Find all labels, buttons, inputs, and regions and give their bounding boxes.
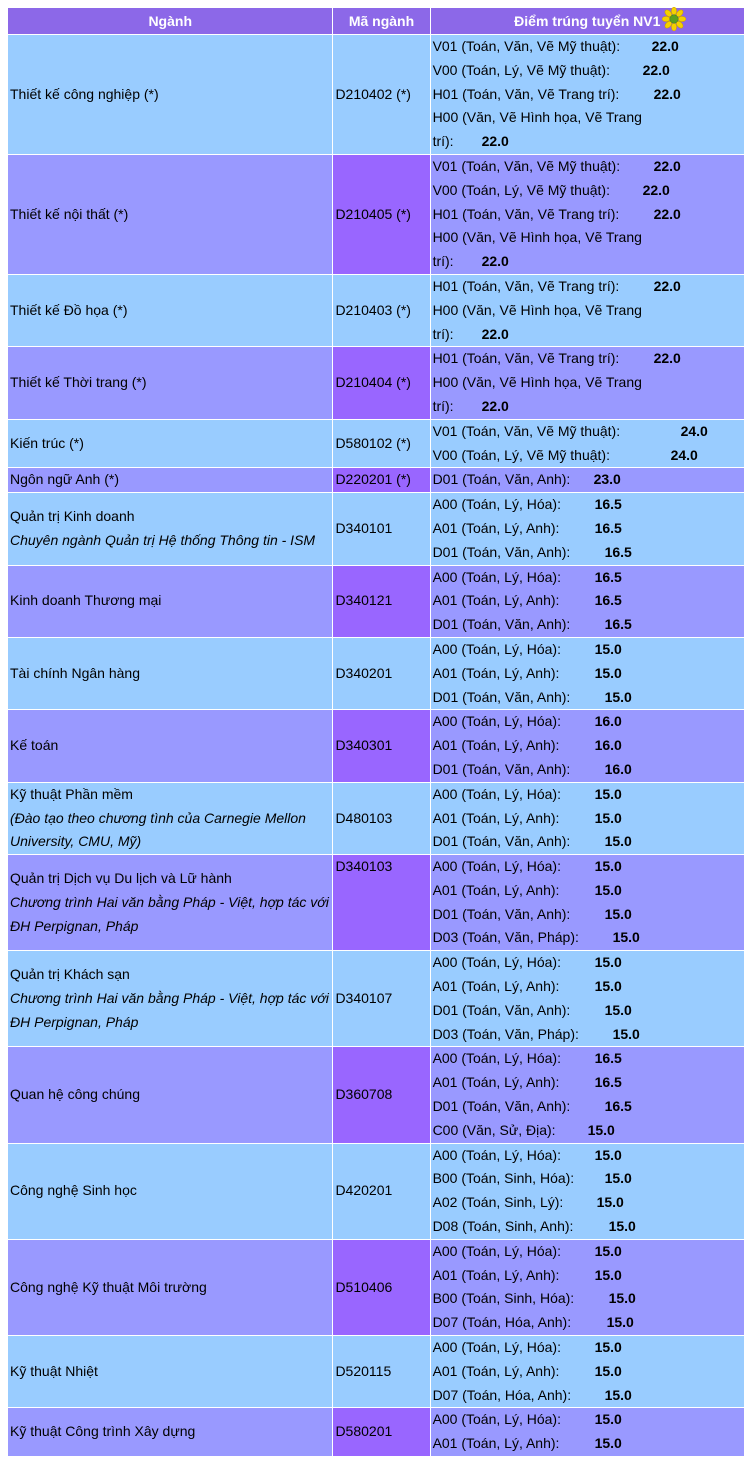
subject-group: A01 (Toán, Lý, Anh):	[432, 519, 560, 536]
cutoff-score: 24.0	[670, 446, 698, 463]
subject-group: A01 (Toán, Lý, Anh):	[432, 1074, 560, 1091]
cutoff-score: 15.0	[594, 664, 622, 681]
subject-group-line	[433, 1432, 744, 1456]
cutoff-score: 15.0	[608, 1290, 636, 1307]
subject-group: V00 (Toán, Lý, Vẽ Mỹ thuật):	[432, 181, 610, 198]
major-name: Quan hệ công chúng	[10, 1086, 140, 1103]
header-score-label: Điểm trúng tuyển NV1	[514, 13, 661, 29]
major-code: D480103	[333, 783, 429, 854]
subject-group-line	[433, 179, 744, 203]
cutoff-score: 16.5	[604, 1098, 632, 1115]
major-name: Thiết kế Đồ họa (*)	[10, 301, 128, 318]
subject-group-line	[433, 926, 744, 950]
major-code: D210404 (*)	[333, 347, 429, 418]
cutoff-score: 22.0	[481, 133, 509, 150]
subject-group-line	[433, 347, 744, 371]
subject-group-line	[433, 323, 744, 347]
subject-group-line	[433, 758, 744, 782]
header-major: Ngành	[8, 8, 332, 34]
subject-group-line	[433, 999, 744, 1023]
major-name: Kiến trúc (*)	[10, 434, 84, 451]
subject-group: A01 (Toán, Lý, Anh):	[432, 1266, 560, 1283]
score-cell	[431, 855, 744, 950]
major-cell	[8, 275, 332, 346]
major-code: D220201 (*)	[333, 468, 429, 492]
subject-group: D01 (Toán, Văn, Anh):	[432, 688, 571, 705]
subject-group-line	[433, 589, 744, 613]
cutoff-score: 16.5	[594, 568, 622, 585]
cutoff-score: 15.0	[594, 640, 622, 657]
cutoff-score: 22.0	[653, 157, 681, 174]
major-code: D580201	[333, 1408, 429, 1456]
major-cell	[8, 951, 332, 1046]
cutoff-score: 22.0	[481, 253, 509, 270]
subject-group-line	[433, 517, 744, 541]
subject-group: H01 (Toán, Văn, Vẽ Trang trí):	[432, 85, 620, 102]
major-name: Kỹ thuật Nhiệt	[10, 1362, 98, 1379]
table-row	[8, 1047, 744, 1142]
table-row	[8, 951, 744, 1046]
major-cell	[8, 1144, 332, 1239]
cutoff-score: 24.0	[680, 422, 708, 439]
major-cell	[8, 1336, 332, 1407]
subject-group: D01 (Toán, Văn, Anh):	[432, 616, 571, 633]
major-name: Tài chính Ngân hàng	[10, 664, 140, 681]
cutoff-score: 22.0	[653, 277, 681, 294]
subject-group: A00 (Toán, Lý, Hóa):	[432, 1339, 561, 1356]
subject-group: D01 (Toán, Văn, Anh):	[432, 833, 571, 850]
subject-group-line	[433, 807, 744, 831]
subject-group: trí):	[432, 397, 454, 414]
subject-group-line	[433, 638, 744, 662]
major-code: D340107	[333, 951, 429, 1046]
cutoff-score: 22.0	[653, 350, 681, 367]
cutoff-score: 15.0	[587, 1121, 615, 1138]
table-row	[8, 710, 744, 781]
major-code: D420201	[333, 1144, 429, 1239]
major-cell	[8, 638, 332, 709]
major-subtitle: Chuyên ngành Quản trị Hệ thống Thông tin - ISM	[10, 531, 316, 548]
table-row	[8, 638, 744, 709]
subject-group: D08 (Toán, Sinh, Anh):	[432, 1218, 574, 1235]
cutoff-score: 22.0	[651, 38, 679, 54]
subject-group: H01 (Toán, Văn, Vẽ Trang trí):	[432, 350, 620, 367]
major-cell	[8, 855, 332, 950]
cutoff-score: 15.0	[594, 785, 622, 802]
subject-group-line	[433, 1144, 744, 1168]
subject-group: A00 (Toán, Lý, Hóa):	[432, 713, 561, 730]
subject-group: D01 (Toán, Văn, Anh):	[432, 1001, 571, 1018]
cutoff-score: 22.0	[642, 61, 670, 78]
score-cell	[431, 1240, 744, 1335]
subject-group-line	[433, 855, 744, 879]
major-cell	[8, 1047, 332, 1142]
cutoff-score: 16.5	[594, 592, 622, 609]
score-cell	[431, 420, 744, 468]
table-row	[8, 493, 744, 564]
subject-group-line	[433, 1360, 744, 1384]
major-code: D360708	[333, 1047, 429, 1142]
score-cell	[431, 710, 744, 781]
subject-group: A00 (Toán, Lý, Hóa):	[432, 568, 561, 585]
major-name: Quản trị Khách sạn	[10, 966, 130, 983]
cutoff-score: 15.0	[596, 1194, 624, 1211]
table-row	[8, 1408, 744, 1456]
subject-group-line	[433, 1191, 744, 1215]
subject-group: A00 (Toán, Lý, Hóa):	[432, 954, 561, 971]
subject-group: D01 (Toán, Văn, Anh):	[432, 760, 571, 777]
cutoff-score: 15.0	[594, 954, 622, 971]
score-cell	[431, 1336, 744, 1407]
table-row	[8, 468, 744, 492]
cutoff-score: 15.0	[594, 1266, 622, 1283]
subject-group: B00 (Toán, Sinh, Hóa):	[432, 1290, 575, 1307]
major-cell	[8, 35, 332, 154]
cutoff-score: 15.0	[594, 1146, 622, 1163]
cutoff-score: 15.0	[606, 1314, 634, 1331]
table-row	[8, 155, 744, 274]
table-row	[8, 1144, 744, 1239]
score-cell	[431, 1408, 744, 1456]
table-row	[8, 783, 744, 854]
subject-group: trí):	[432, 253, 454, 270]
subject-group: A01 (Toán, Lý, Anh):	[432, 978, 560, 995]
score-cell	[431, 347, 744, 418]
subject-group-line	[433, 35, 744, 59]
subject-group-line	[433, 1215, 744, 1239]
header-score	[431, 8, 744, 34]
subject-group-line	[433, 1023, 744, 1047]
major-name: Công nghệ Sinh học	[10, 1182, 137, 1199]
subject-group: V01 (Toán, Văn, Vẽ Mỹ thuật):	[432, 422, 621, 439]
cutoff-score: 16.5	[604, 616, 632, 633]
major-name: Thiết kế công nghiệp (*)	[10, 85, 159, 102]
subject-group-line	[433, 1264, 744, 1288]
subject-group: H00 (Văn, Vẽ Hình họa, Vẽ Trang	[432, 374, 642, 391]
major-subtitle: Chương trình Hai văn bằng Pháp - Việt, hợp tác với	[10, 893, 329, 910]
cutoff-score: 16.0	[594, 713, 622, 730]
major-code: D510406	[333, 1240, 429, 1335]
subject-group: A01 (Toán, Lý, Anh):	[432, 664, 560, 681]
major-subtitle: University, CMU, Mỹ)	[10, 833, 142, 850]
score-cell	[431, 35, 744, 154]
subject-group: A00 (Toán, Lý, Hóa):	[432, 1146, 561, 1163]
cutoff-score: 15.0	[594, 809, 622, 826]
cutoff-score: 22.0	[653, 205, 681, 222]
major-cell	[8, 493, 332, 564]
cutoff-score: 16.5	[594, 1050, 622, 1067]
subject-group: A01 (Toán, Lý, Anh):	[432, 809, 560, 826]
subject-group: V01 (Toán, Văn, Vẽ Mỹ thuật):	[432, 38, 621, 54]
subject-group-line	[433, 59, 744, 83]
table-row	[8, 855, 744, 950]
subject-group-line	[433, 541, 744, 565]
cutoff-score: 15.0	[604, 688, 632, 705]
major-subtitle: (Đào tạo theo chương tình của Carnegie Mellon	[10, 809, 306, 826]
subject-group: A01 (Toán, Lý, Anh):	[432, 881, 560, 898]
major-subtitle: Chương trình Hai văn bằng Pháp - Việt, hợp tác với	[10, 989, 329, 1006]
subject-group: H01 (Toán, Văn, Vẽ Trang trí):	[432, 205, 620, 222]
major-name: Kinh doanh Thương mại	[10, 592, 162, 609]
cutoff-score: 16.5	[604, 543, 632, 560]
major-code: D520115	[333, 1336, 429, 1407]
score-cell	[431, 951, 744, 1046]
subject-group: A00 (Toán, Lý, Hóa):	[432, 496, 561, 513]
major-name: Kế toán	[10, 737, 59, 754]
table-row	[8, 275, 744, 346]
score-cell	[431, 155, 744, 274]
major-name: Kỹ thuật Phần mềm	[10, 785, 133, 802]
subject-group-line	[433, 1336, 744, 1360]
subject-group-line	[433, 734, 744, 758]
table-row	[8, 347, 744, 418]
subject-group: A00 (Toán, Lý, Hóa):	[432, 640, 561, 657]
major-name: Quản trị Dịch vụ Du lịch và Lữ hành	[10, 869, 232, 886]
major-cell	[8, 783, 332, 854]
subject-group: A01 (Toán, Lý, Anh):	[432, 592, 560, 609]
subject-group-line	[433, 1119, 744, 1143]
major-name: Công nghệ Kỹ thuật Môi trường	[10, 1278, 207, 1295]
subject-group-line	[433, 203, 744, 227]
score-cell	[431, 1144, 744, 1239]
major-code: D340101	[333, 493, 429, 564]
major-name: Quản trị Kinh doanh	[10, 508, 135, 525]
cutoff-score: 15.0	[594, 1242, 622, 1259]
cutoff-score: 22.0	[481, 397, 509, 414]
admission-scores-table	[7, 7, 745, 1457]
subject-group-line	[433, 444, 744, 468]
subject-group-line	[433, 903, 744, 927]
cutoff-score: 22.0	[642, 181, 670, 198]
major-cell	[8, 468, 332, 492]
cutoff-score: 22.0	[653, 85, 681, 102]
major-cell	[8, 347, 332, 418]
major-name: Thiết kế nội thất (*)	[10, 205, 129, 222]
subject-group: A02 (Toán, Sinh, Lý):	[432, 1194, 564, 1211]
score-cell	[431, 783, 744, 854]
score-cell	[431, 638, 744, 709]
subject-group-line	[433, 830, 744, 854]
major-code: D210402 (*)	[333, 35, 429, 154]
subject-group: D01 (Toán, Văn, Anh):	[432, 543, 571, 560]
major-subtitle: ĐH Perpignan, Pháp	[10, 1013, 139, 1030]
subject-group: V00 (Toán, Lý, Vẽ Mỹ thuật):	[432, 61, 610, 78]
subject-group: B00 (Toán, Sinh, Hóa):	[432, 1170, 575, 1187]
subject-group-line	[433, 493, 744, 517]
subject-group: D01 (Toán, Văn, Anh):	[432, 1098, 571, 1115]
cutoff-score: 16.0	[594, 737, 622, 754]
header-row	[8, 8, 744, 34]
cutoff-score: 15.0	[594, 858, 622, 875]
cutoff-score: 15.0	[612, 1025, 640, 1042]
subject-group-line	[433, 130, 744, 154]
score-cell	[431, 493, 744, 564]
cutoff-score: 15.0	[594, 1339, 622, 1356]
subject-group-line	[433, 975, 744, 999]
subject-group: C00 (Văn, Sử, Địa):	[432, 1121, 556, 1138]
subject-group: D03 (Toán, Văn, Pháp):	[432, 929, 579, 946]
subject-group-line	[433, 566, 744, 590]
subject-group-line	[433, 879, 744, 903]
major-code: D340201	[333, 638, 429, 709]
major-name: Kỹ thuật Công trình Xây dựng	[10, 1423, 196, 1440]
cutoff-score: 16.0	[604, 760, 632, 777]
subject-group: trí):	[432, 325, 454, 342]
major-cell	[8, 710, 332, 781]
subject-group-line	[433, 83, 744, 107]
score-cell	[431, 468, 744, 492]
major-cell	[8, 420, 332, 468]
score-cell	[431, 275, 744, 346]
subject-group-line	[433, 250, 744, 274]
subject-group-line	[433, 613, 744, 637]
major-name: Thiết kế Thời trang (*)	[10, 374, 147, 391]
subject-group-line	[433, 155, 744, 179]
score-cell	[431, 566, 744, 637]
cutoff-score: 16.5	[594, 1074, 622, 1091]
subject-group-line	[433, 783, 744, 807]
sunflower-icon	[662, 7, 686, 31]
cutoff-score: 15.0	[608, 1218, 636, 1235]
subject-group-line	[433, 1095, 744, 1119]
cutoff-score: 23.0	[593, 471, 621, 488]
cutoff-score: 15.0	[604, 1170, 632, 1187]
cutoff-score: 15.0	[604, 833, 632, 850]
cutoff-score: 15.0	[594, 881, 622, 898]
subject-group: V00 (Toán, Lý, Vẽ Mỹ thuật):	[432, 446, 610, 463]
subject-group-line	[433, 710, 744, 734]
score-cell	[431, 1047, 744, 1142]
subject-group-line	[433, 1047, 744, 1071]
subject-group-line	[433, 275, 744, 299]
major-cell	[8, 155, 332, 274]
subject-group: D03 (Toán, Văn, Pháp):	[432, 1025, 579, 1042]
major-code: D340103	[333, 855, 429, 950]
header-code: Mã ngành	[333, 8, 429, 34]
subject-group: A00 (Toán, Lý, Hóa):	[432, 785, 561, 802]
subject-group-line	[433, 1384, 744, 1408]
subject-group: D07 (Toán, Hóa, Anh):	[432, 1386, 572, 1403]
subject-group: A01 (Toán, Lý, Anh):	[432, 1362, 560, 1379]
major-cell	[8, 1408, 332, 1456]
subject-group: D01 (Toán, Văn, Anh):	[432, 471, 571, 488]
major-code: D340121	[333, 566, 429, 637]
cutoff-score: 15.0	[594, 1362, 622, 1379]
subject-group: A00 (Toán, Lý, Hóa):	[432, 858, 561, 875]
subject-group-line	[433, 1167, 744, 1191]
subject-group-line	[433, 395, 744, 419]
subject-group-line	[433, 420, 744, 444]
subject-group-line	[433, 951, 744, 975]
cutoff-score: 15.0	[604, 1001, 632, 1018]
subject-group-line	[433, 1408, 744, 1432]
major-name: Ngôn ngữ Anh (*)	[10, 471, 119, 488]
major-subtitle: ĐH Perpignan, Pháp	[10, 917, 139, 934]
table-row	[8, 35, 744, 154]
cutoff-score: 15.0	[604, 1386, 632, 1403]
cutoff-score: 22.0	[481, 325, 509, 342]
subject-group: A00 (Toán, Lý, Hóa):	[432, 1050, 561, 1067]
major-cell	[8, 566, 332, 637]
major-code: D210405 (*)	[333, 155, 429, 274]
subject-group: A01 (Toán, Lý, Anh):	[432, 1435, 560, 1452]
table-row	[8, 1240, 744, 1335]
table-row	[8, 420, 744, 468]
subject-group: H00 (Văn, Vẽ Hình họa, Vẽ Trang	[432, 109, 642, 126]
subject-group-line	[433, 662, 744, 686]
cutoff-score: 15.0	[612, 929, 640, 946]
subject-group: V01 (Toán, Văn, Vẽ Mỹ thuật):	[432, 157, 621, 174]
subject-group: H00 (Văn, Vẽ Hình họa, Vẽ Trang	[432, 301, 642, 318]
cutoff-score: 15.0	[594, 1411, 622, 1428]
subject-group: A00 (Toán, Lý, Hóa):	[432, 1242, 561, 1259]
subject-group: A00 (Toán, Lý, Hóa):	[432, 1411, 561, 1428]
subject-group-line	[433, 1071, 744, 1095]
table-row	[8, 1336, 744, 1407]
cutoff-score: 15.0	[604, 905, 632, 922]
subject-group: trí):	[432, 133, 454, 150]
subject-group: D01 (Toán, Văn, Anh):	[432, 905, 571, 922]
subject-group-line	[433, 468, 744, 492]
subject-group-line	[433, 686, 744, 710]
subject-group: D07 (Toán, Hóa, Anh):	[432, 1314, 572, 1331]
cutoff-score: 16.5	[594, 519, 622, 536]
subject-group: A01 (Toán, Lý, Anh):	[432, 737, 560, 754]
cutoff-score: 16.5	[594, 496, 622, 513]
major-code: D580102 (*)	[333, 420, 429, 468]
subject-group: H01 (Toán, Văn, Vẽ Trang trí):	[432, 277, 620, 294]
subject-group-line	[433, 1311, 744, 1335]
subject-group: H00 (Văn, Vẽ Hình họa, Vẽ Trang	[432, 229, 642, 246]
cutoff-score: 15.0	[594, 1435, 622, 1452]
major-cell	[8, 1240, 332, 1335]
cutoff-score: 15.0	[594, 978, 622, 995]
subject-group-line	[433, 1287, 744, 1311]
major-code: D210403 (*)	[333, 275, 429, 346]
table-row	[8, 566, 744, 637]
major-code: D340301	[333, 710, 429, 781]
subject-group-line	[433, 1240, 744, 1264]
